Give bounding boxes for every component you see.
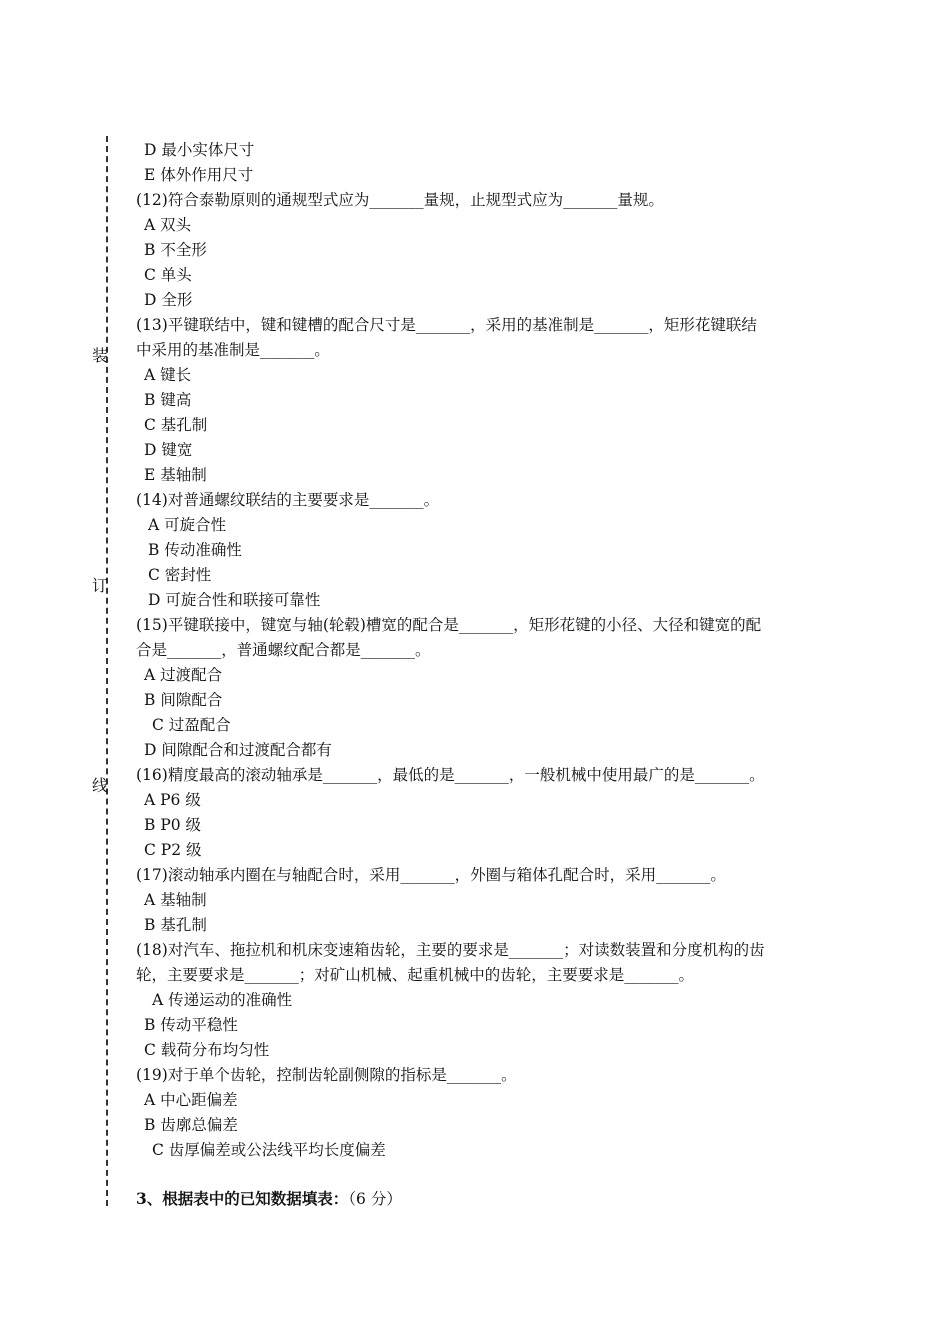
option-line: B 传动准确性 xyxy=(148,541,242,559)
option-line: E 基轴制 xyxy=(144,466,207,484)
question-line: (18)对汽车、拖拉机和机床变速箱齿轮，主要的要求是_______；对读数装置和分度机构的齿 xyxy=(136,941,765,959)
binding-dashed-line xyxy=(106,136,108,1206)
option-line: C 过盈配合 xyxy=(152,716,231,734)
option-line: C 密封性 xyxy=(148,566,212,584)
option-line: E 体外作用尺寸 xyxy=(144,166,254,184)
section-score: （6 分） xyxy=(348,1190,402,1208)
option-line: C 齿厚偏差或公法线平均长度偏差 xyxy=(152,1141,386,1159)
question-line: (14)对普通螺纹联结的主要要求是_______。 xyxy=(136,491,440,509)
section-heading xyxy=(136,1186,816,1211)
option-line: B 不全形 xyxy=(144,241,207,259)
option-line: C 单头 xyxy=(144,266,192,284)
option-line: B 键高 xyxy=(144,391,192,409)
option-line: A 基轴制 xyxy=(144,891,207,909)
question-line: (12)符合泰勒原则的通规型式应为_______量规，止规型式应为_______量规。 xyxy=(136,191,664,209)
question-line: (17)滚动轴承内圈在与轴配合时，采用_______，外圈与箱体孔配合时，采用_______。 xyxy=(136,866,726,884)
option-line: A 过渡配合 xyxy=(144,666,223,684)
option-line: D 最小实体尺寸 xyxy=(144,141,255,159)
question-line: 中采用的基准制是_______。 xyxy=(136,341,330,359)
binding-label-xian: 线 xyxy=(92,776,109,795)
option-line: D 间隙配合和过渡配合都有 xyxy=(144,741,332,759)
option-line: D 全形 xyxy=(144,291,193,309)
question-line: (13)平键联结中，键和键槽的配合尺寸是_______，采用的基准制是_______，矩形花键联结 xyxy=(136,316,757,334)
option-line: B 基孔制 xyxy=(144,916,207,934)
option-line: C 载荷分布均匀性 xyxy=(144,1041,270,1059)
binding-label-ding: 订 xyxy=(92,576,109,595)
option-line: C P2 级 xyxy=(144,841,202,859)
option-line: D 可旋合性和联接可靠性 xyxy=(148,591,321,609)
option-line: D 键宽 xyxy=(144,441,193,459)
binding-label-zhuang: 装 xyxy=(92,346,109,365)
option-line: A 中心距偏差 xyxy=(144,1091,238,1109)
option-line: A P6 级 xyxy=(144,791,201,809)
option-line: C 基孔制 xyxy=(144,416,208,434)
question-line: 合是_______，普通螺纹配合都是_______。 xyxy=(136,641,431,659)
option-line: B 齿廓总偏差 xyxy=(144,1116,238,1134)
option-line: B 传动平稳性 xyxy=(144,1016,238,1034)
section-title: 3、根据表中的已知数据填表： xyxy=(136,1189,349,1208)
question-line: (16)精度最高的滚动轴承是_______，最低的是_______，一般机械中使用最广的是_______。 xyxy=(136,766,765,784)
option-line: B 间隙配合 xyxy=(144,691,223,709)
question-line: (15)平键联接中，键宽与轴(轮毂)槽宽的配合是_______，矩形花键的小径、大径和键宽的配 xyxy=(136,616,762,634)
question-line: 轮，主要要求是_______；对矿山机械、起重机械中的齿轮，主要要求是_______。 xyxy=(136,966,695,984)
option-line: A 键长 xyxy=(144,366,192,384)
question-content xyxy=(136,138,816,1211)
option-line: A 可旋合性 xyxy=(148,516,227,534)
option-line: A 传递运动的准确性 xyxy=(152,991,293,1009)
section-gap xyxy=(136,1163,816,1186)
option-line: A 双头 xyxy=(144,216,192,234)
option-line: B P0 级 xyxy=(144,816,202,834)
question-line: (19)对于单个齿轮，控制齿轮副侧隙的指标是_______。 xyxy=(136,1066,517,1084)
